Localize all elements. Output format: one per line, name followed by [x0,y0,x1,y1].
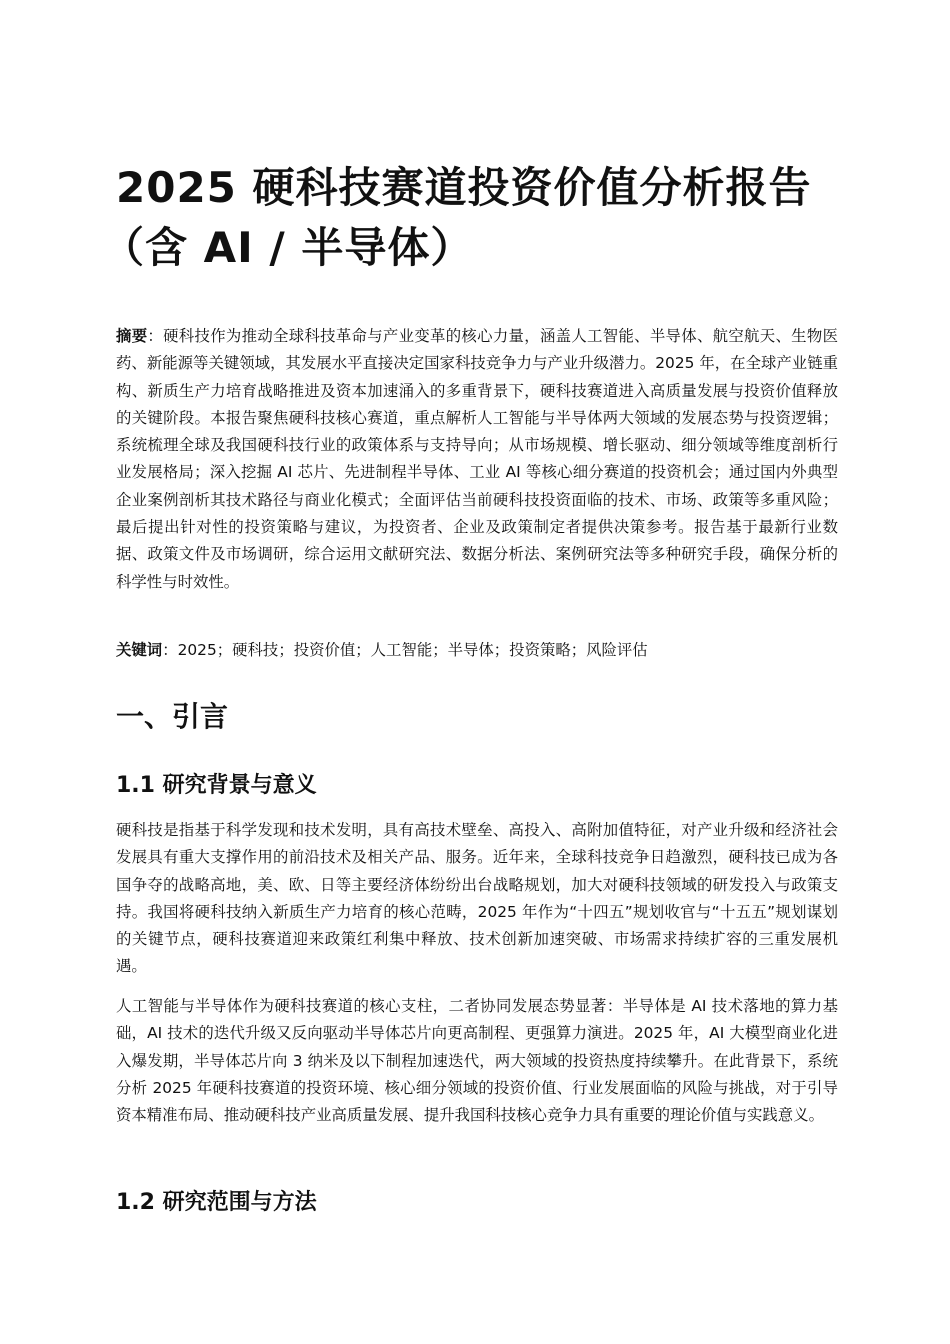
keywords-paragraph [116,637,838,664]
section-heading-introduction: 一、引言 [116,700,229,733]
keywords-separator: ： [162,641,178,659]
abstract-separator: ： [147,327,164,345]
background-paragraph-2: 人工智能与半导体作为硬科技赛道的核心支柱，二者协同发展态势显著：半导体是 AI 技术落地的算力基础，AI 技术的迭代升级又反向驱动半导体芯片向更高制程、更强算力演进。2025 年，AI 大模型商业化进入爆发期，半导体芯片向 3 纳米及以下制程加速迭代，两大领域的投资热度持续攀升。在此背景下，系统分析 2025 年硬科技赛道的投资环境、核心细分领域的投资价值、行业发展面临的风险与挑战，对于引导资本精准布局、推动硬科技产业高质量发展、提升我国科技核心竞争力具有重要的理论价值与实践意义。 [116,997,838,1125]
abstract-text: 硬科技作为推动全球科技革命与产业变革的核心力量，涵盖人工智能、半导体、航空航天、生物医药、新能源等关键领域，其发展水平直接决定国家科技竞争力与产业升级潜力。2025 年，在全球产业链重构、新质生产力培育战略推进及资本加速涌入的多重背景下，硬科技赛道进入高质量发展与投资价值释放的关键阶段。本报告聚焦硬科技核心赛道，重点解析人工智能与半导体两大领域的发展态势与投资逻辑；系统梳理全球及我国硬科技行业的政策体系与支持导向；从市场规模、增长驱动、细分领域等维度剖析行业发展格局；深入挖掘 AI 芯片、先进制程半导体、工业 AI 等核心细分赛道的投资机会；通过国内外典型企业案例剖析其技术路径与商业化模式；全面评估当前硬科技投资面临的技术、市场、政策等多重风险；最后提出针对性的投资策略与建议，为投资者、企业及政策制定者提供决策参考。报告基于最新行业数据、政策文件及市场调研，综合运用文献研究法、数据分析法、案例研究法等多种研究手段，确保分析的科学性与时效性。 [116,327,838,591]
subsection-heading-scope-methods: 1.2 研究范围与方法 [116,1190,317,1215]
document-title [102,158,838,278]
title-line-1: 2025 硬科技赛道投资价值分析报告 [116,163,812,212]
title-line-2: （含 AI / 半导体） [102,223,474,272]
abstract-paragraph [116,323,838,596]
abstract-label: 摘要 [116,327,148,345]
background-paragraph-1: 硬科技是指基于科学发现和技术发明，具有高技术壁垒、高投入、高附加值特征，对产业升级和经济社会发展具有重大支撑作用的前沿技术及相关产品、服务。近年来，全球科技竞争日趋激烈，硬科技已成为各国争夺的战略高地，美、欧、日等主要经济体纷纷出台战略规划，加大对硬科技领域的研发投入与政策支持。我国将硬科技纳入新质生产力培育的核心范畴，2025 年作为“十四五”规划收官与“十五五”规划谋划的关键节点，硬科技赛道迎来政策红利集中释放、技术创新加速突破、市场需求持续扩容的三重发展机遇。 [116,821,838,976]
keywords-label: 关键词 [116,641,163,659]
keywords-text: 2025；硬科技；投资价值；人工智能；半导体；投资策略；风险评估 [177,641,648,659]
subsection-heading-background: 1.1 研究背景与意义 [116,773,317,798]
